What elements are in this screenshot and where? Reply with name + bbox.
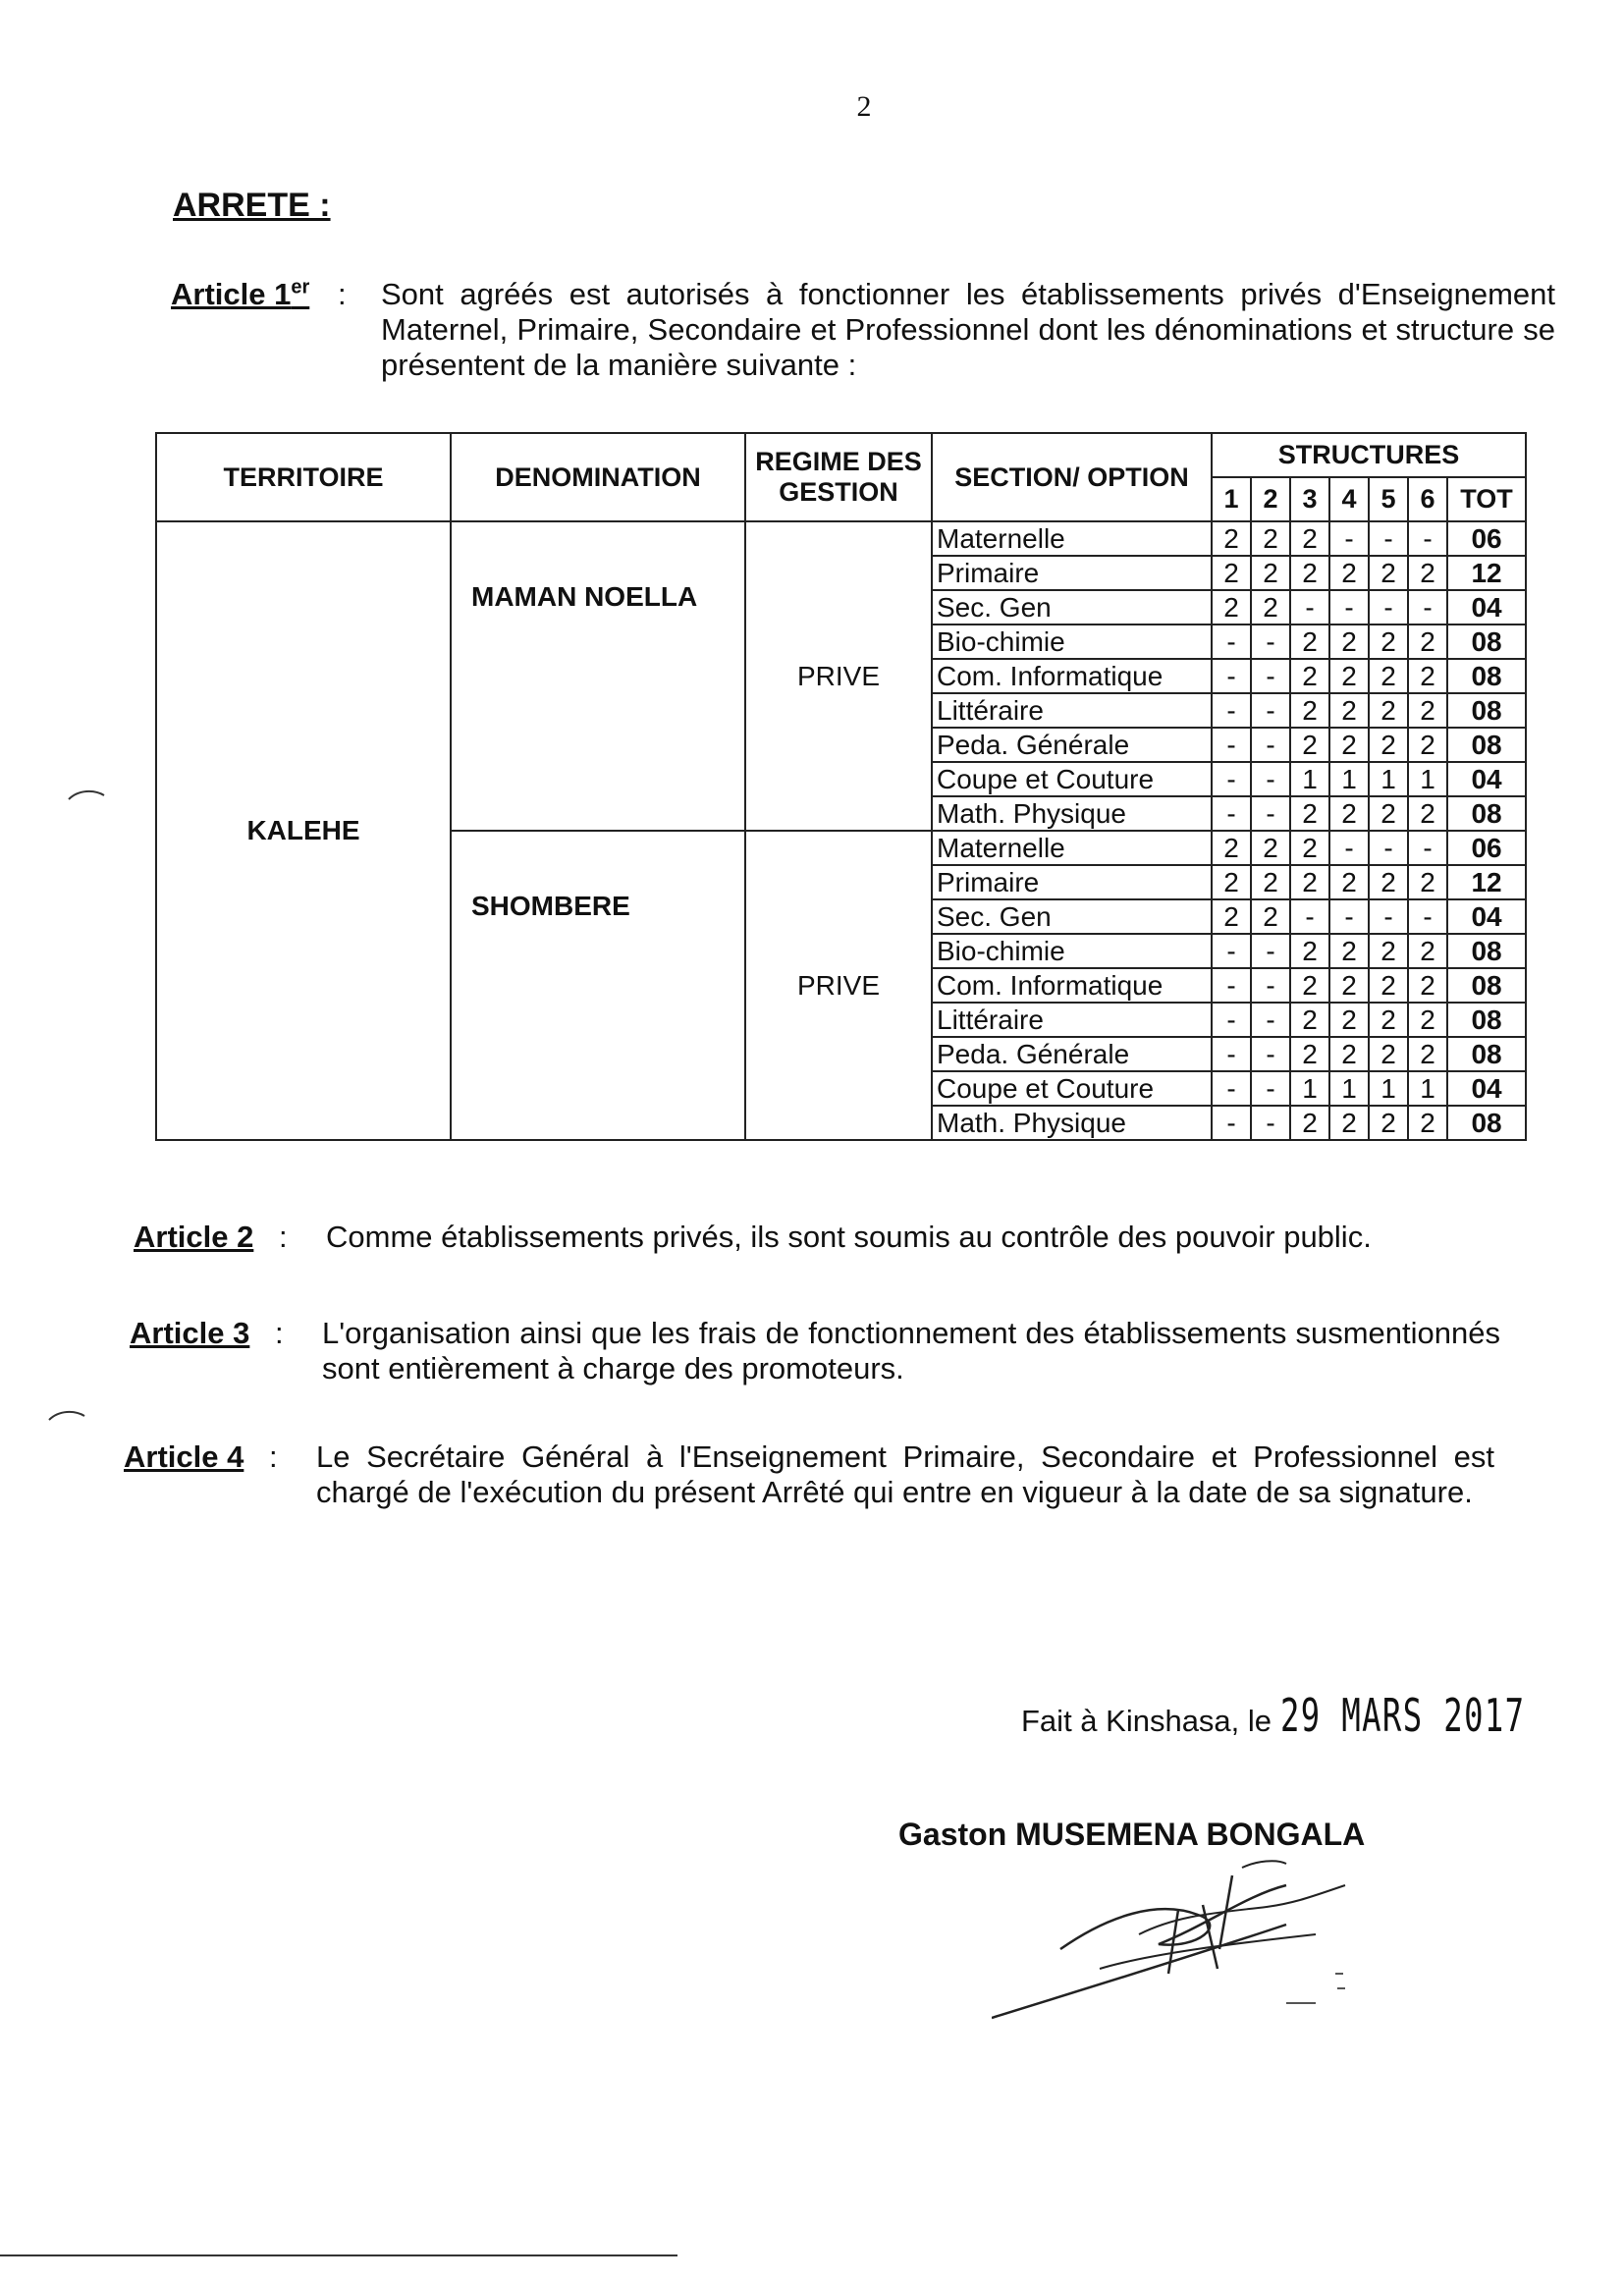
article-3-colon: : [275,1316,284,1350]
structure-value: - [1329,831,1369,865]
header-structures: STRUCTURES [1212,433,1526,477]
decree-heading: ARRETE : [173,187,331,224]
structure-value: 2 [1408,693,1447,728]
structure-total: 06 [1447,521,1526,556]
structure-value: 2 [1290,1003,1329,1037]
article-4-colon: : [269,1439,278,1474]
signer-name: Gaston MUSEMENA BONGALA [898,1817,1366,1852]
structure-value: - [1408,521,1447,556]
structure-value: 2 [1290,659,1329,693]
school-name: SHOMBERE [451,831,745,1140]
structure-value: - [1290,899,1329,934]
article-1-colon: : [338,277,347,311]
structure-value: - [1251,728,1290,762]
article-2 [134,1220,1508,1269]
structure-value: - [1212,1071,1251,1106]
structure-value: - [1369,590,1408,625]
article-2-label: Article 2 [134,1220,254,1254]
structure-value: - [1251,659,1290,693]
structure-value: 1 [1369,1071,1408,1106]
structure-value: 2 [1290,865,1329,899]
structure-value: 2 [1369,865,1408,899]
structure-value: 2 [1251,831,1290,865]
structure-total: 08 [1447,728,1526,762]
section-option: Com. Informatique [932,659,1212,693]
structure-value: 1 [1290,1071,1329,1106]
structure-total: 08 [1447,1106,1526,1140]
structure-value: 2 [1251,865,1290,899]
structure-total: 08 [1447,796,1526,831]
structure-value: 1 [1369,762,1408,796]
structure-value: 2 [1369,1003,1408,1037]
article-3-text: L'organisation ainsi que les frais de fonctionnement des établissements susmentionnés sont entièrement à charge des promoteurs. [322,1316,1500,1385]
structure-value: - [1251,1106,1290,1140]
structure-value: - [1408,831,1447,865]
structure-value: 2 [1329,968,1369,1003]
article-3-label: Article 3 [130,1316,250,1350]
structure-value: 2 [1212,899,1251,934]
structure-value: - [1251,1003,1290,1037]
structure-value: 2 [1369,968,1408,1003]
structure-value: 2 [1212,521,1251,556]
header-col-3: 3 [1290,477,1329,521]
structure-value: 2 [1290,556,1329,590]
structure-value: - [1369,831,1408,865]
structure-value: - [1212,1106,1251,1140]
structure-value: 1 [1408,762,1447,796]
structure-value: - [1212,625,1251,659]
structure-value: 2 [1369,1037,1408,1071]
section-option: Coupe et Couture [932,762,1212,796]
structure-total: 08 [1447,1003,1526,1037]
structure-value: - [1212,934,1251,968]
structure-value: 1 [1329,762,1369,796]
structure-value: 2 [1369,625,1408,659]
structure-total: 04 [1447,899,1526,934]
structure-total: 04 [1447,1071,1526,1106]
structure-value: - [1212,968,1251,1003]
header-denomination: DENOMINATION [451,433,745,521]
margin-mark-1 [67,786,106,805]
structure-value: 2 [1329,865,1369,899]
closing-place-date [1021,1689,1624,1742]
structure-value: 2 [1408,934,1447,968]
structure-value: 2 [1251,590,1290,625]
section-option: Primaire [932,865,1212,899]
structure-value: - [1212,1037,1251,1071]
margin-mark-2 [47,1406,86,1426]
structure-value: - [1251,625,1290,659]
structure-value: 2 [1212,556,1251,590]
school-regime: PRIVE [745,521,932,831]
structure-value: - [1408,899,1447,934]
structure-value: 2 [1408,968,1447,1003]
structure-value: - [1251,693,1290,728]
structure-value: 2 [1329,728,1369,762]
closing-place: Fait à Kinshasa, le [1021,1704,1272,1738]
footer-rule [0,2254,677,2256]
structure-value: 2 [1408,625,1447,659]
structure-value: 2 [1329,693,1369,728]
structure-total: 12 [1447,556,1526,590]
structure-total: 08 [1447,659,1526,693]
section-option: Primaire [932,556,1212,590]
territoire-cell: KALEHE [156,521,451,1140]
structure-value: 2 [1408,659,1447,693]
structure-value: - [1251,796,1290,831]
structure-value: 2 [1408,796,1447,831]
structure-value: 2 [1290,934,1329,968]
structure-value: 2 [1408,556,1447,590]
structure-value: 2 [1369,556,1408,590]
structure-value: 2 [1408,1106,1447,1140]
structure-value: 2 [1408,865,1447,899]
section-option: Math. Physique [932,796,1212,831]
structure-value: 2 [1290,831,1329,865]
article-4-text: Le Secrétaire Général à l'Enseignement Primaire, Secondaire et Professionnel est chargé de l'exécution du présent Arrêté qui entre en vigueur à la date de sa signature. [316,1439,1494,1509]
structure-total: 08 [1447,934,1526,968]
header-section: SECTION/ OPTION [932,433,1212,521]
structure-value: 2 [1329,1037,1369,1071]
header-col-tot: TOT [1447,477,1526,521]
structure-value: 2 [1290,625,1329,659]
section-option: Littéraire [932,693,1212,728]
structure-value: - [1290,590,1329,625]
header-col-1: 1 [1212,477,1251,521]
structure-value: 2 [1369,934,1408,968]
structure-value: 2 [1369,1106,1408,1140]
structure-value: 2 [1290,693,1329,728]
section-option: Com. Informatique [932,968,1212,1003]
structure-value: - [1212,659,1251,693]
article-4-label: Article 4 [124,1439,244,1474]
structure-total: 08 [1447,1037,1526,1071]
structure-value: 2 [1408,728,1447,762]
structure-value: 2 [1329,796,1369,831]
header-col-6: 6 [1408,477,1447,521]
section-option: Littéraire [932,1003,1212,1037]
structure-value: 2 [1290,521,1329,556]
header-regime: REGIME DES GESTION [745,433,932,521]
article-3 [130,1316,1504,1394]
structure-value: 2 [1290,796,1329,831]
structure-value: - [1329,521,1369,556]
structure-value: 1 [1290,762,1329,796]
structure-value: 2 [1369,728,1408,762]
structure-value: 2 [1369,659,1408,693]
structure-value: 2 [1329,659,1369,693]
structure-total: 08 [1447,625,1526,659]
structure-value: 2 [1329,934,1369,968]
article-2-colon: : [279,1220,288,1254]
section-option: Math. Physique [932,1106,1212,1140]
structure-value: - [1251,968,1290,1003]
structure-value: - [1251,1037,1290,1071]
structure-value: - [1408,590,1447,625]
structure-total: 08 [1447,693,1526,728]
structure-value: 2 [1251,556,1290,590]
structure-value: 2 [1212,590,1251,625]
handwritten-signature [992,1856,1404,2023]
structure-value: - [1212,796,1251,831]
header-col-2: 2 [1251,477,1290,521]
section-option: Maternelle [932,831,1212,865]
structure-value: 2 [1369,796,1408,831]
structure-total: 04 [1447,590,1526,625]
article-1-label: Article 1er [171,276,310,311]
section-option: Bio-chimie [932,625,1212,659]
structure-value: - [1212,693,1251,728]
structure-value: 2 [1212,865,1251,899]
structure-value: 2 [1408,1037,1447,1071]
structure-value: 2 [1290,728,1329,762]
article-1-text: Sont agréés est autorisés à fonctionner les établissements privés d'Enseignement Maternel, Primaire, Secondaire et Professionnel dont les dénominations et structure se présentent de la manière suivante : [381,277,1555,382]
structure-value: 2 [1329,1003,1369,1037]
article-4 [124,1439,1498,1557]
section-option: Sec. Gen [932,899,1212,934]
header-col-4: 4 [1329,477,1369,521]
school-name: MAMAN NOELLA [451,521,745,831]
structure-value: - [1251,762,1290,796]
structure-value: - [1212,728,1251,762]
structure-value: 2 [1408,1003,1447,1037]
structure-value: 1 [1329,1071,1369,1106]
structure-total: 08 [1447,968,1526,1003]
structure-value: 2 [1251,521,1290,556]
structure-value: - [1329,590,1369,625]
structure-value: - [1251,1071,1290,1106]
structure-value: 2 [1290,1037,1329,1071]
structure-value: 2 [1329,625,1369,659]
structure-value: 2 [1329,1106,1369,1140]
structure-value: - [1212,1003,1251,1037]
structure-value: - [1251,934,1290,968]
structure-value: 2 [1290,968,1329,1003]
structure-value: - [1329,899,1369,934]
structure-value: 2 [1329,556,1369,590]
structure-total: 06 [1447,831,1526,865]
structure-value: - [1369,899,1408,934]
structure-value: - [1369,521,1408,556]
article-2-text: Comme établissements privés, ils sont soumis au contrôle des pouvoir public. [326,1220,1372,1254]
structure-value: 2 [1290,1106,1329,1140]
page-number: 2 [856,90,872,123]
closing-date-stamp: 29 MARS 2017 [1279,1689,1526,1742]
section-option: Sec. Gen [932,590,1212,625]
structure-total: 12 [1447,865,1526,899]
structure-total: 04 [1447,762,1526,796]
structure-value: 2 [1251,899,1290,934]
section-option: Peda. Générale [932,728,1212,762]
structure-value: - [1212,762,1251,796]
section-option: Bio-chimie [932,934,1212,968]
structure-value: 2 [1212,831,1251,865]
header-col-5: 5 [1369,477,1408,521]
section-option: Coupe et Couture [932,1071,1212,1106]
section-option: Maternelle [932,521,1212,556]
table-row [156,521,1526,556]
article-1 [171,277,1555,395]
structure-table [155,432,1527,1141]
section-option: Peda. Générale [932,1037,1212,1071]
header-territoire: TERRITOIRE [156,433,451,521]
structure-value: 1 [1408,1071,1447,1106]
school-regime: PRIVE [745,831,932,1140]
structure-value: 2 [1369,693,1408,728]
